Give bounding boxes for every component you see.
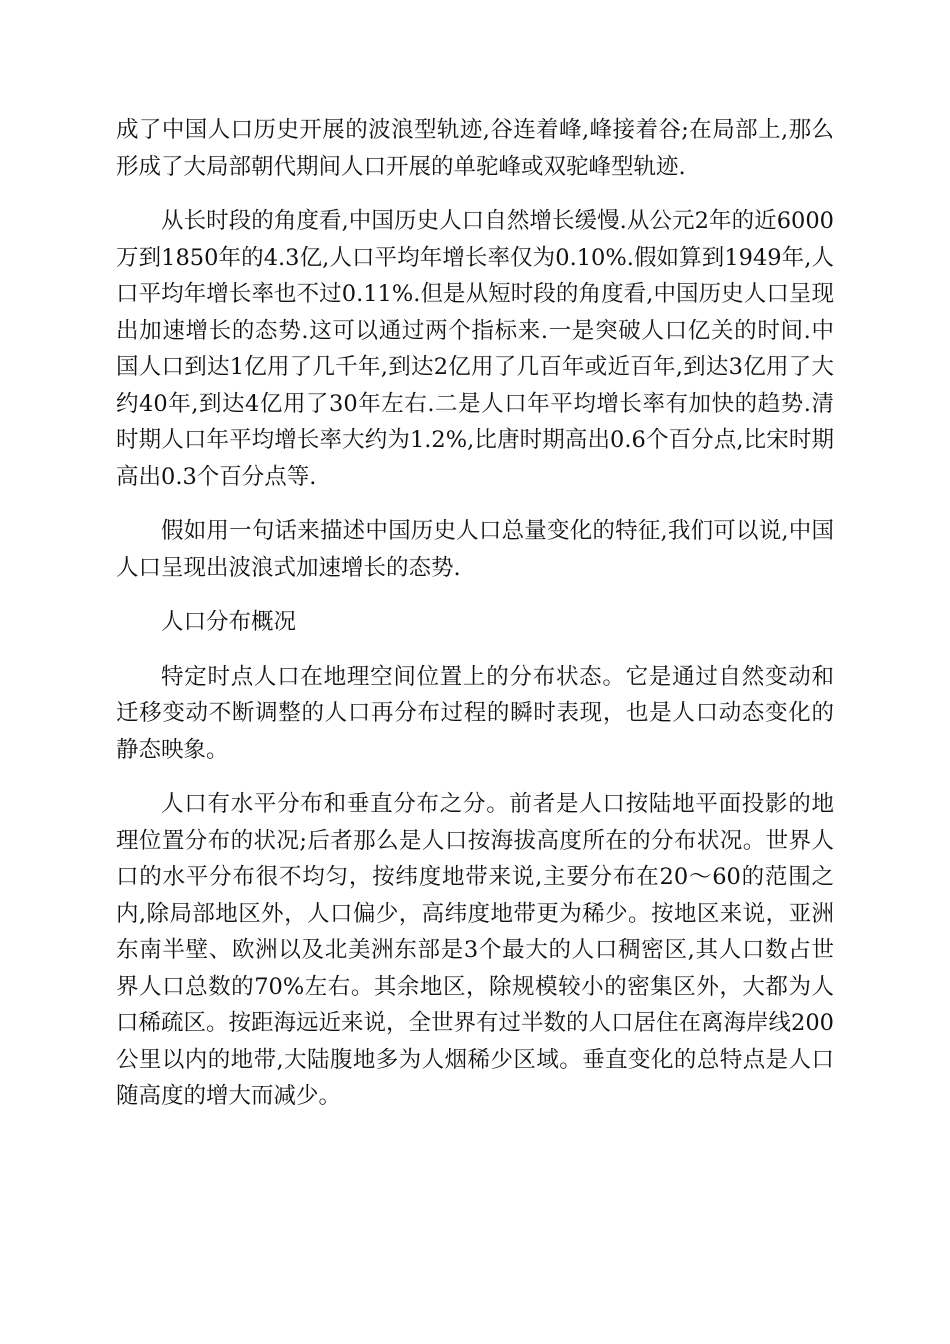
paragraph-wave-trajectory: 成了中国人口历史开展的波浪型轨迹,谷连着峰,峰接着谷;在局部上,那么形成了大局部朝代期间人口开展的单驼峰或双驼峰型轨迹. xyxy=(116,117,834,180)
paragraph-summary: 假如用一句话来描述中国历史人口总量变化的特征,我们可以说,中国人口呈现出波浪式加速增长的态势. xyxy=(116,518,834,581)
document-page xyxy=(116,112,834,1133)
section-heading-population-distribution: 人口分布概况 xyxy=(161,609,297,635)
paragraph-long-term-growth: 从长时段的角度看,中国历史人口自然增长缓慢.从公元2年的近6000万到1850年的4.3亿,人口平均年增长率仅为0.10%.假如算到1949年,人口平均年增长率也不过0.11%.但是从短时段的角度看,中国历史人口呈现出加速增长的态势.这可以通过两个指标来.一是突破人口亿关的时间.中国人口到达1亿用了几千年,到达2亿用了几百年或近百年,到达3亿用了大约40年,到达4亿用了30年左右.二是人口年平均增长率有加快的趋势.清时期人口年平均增长率大约为1.2%,比唐时期高出0.6个百分点,比宋时期高出0.3个百分点等. xyxy=(116,208,834,490)
paragraph-distribution-definition: 特定时点人口在地理空间位置上的分布状态。它是通过自然变动和迁移变动不断调整的人口再分布过程的瞬时表现，也是人口动态变化的静态映象。 xyxy=(116,663,834,763)
paragraph-horizontal-vertical-distribution: 人口有水平分布和垂直分布之分。前者是人口按陆地平面投影的地理位置分布的状况;后者那么是人口按海拔高度所在的分布状况。世界人口的水平分布很不均匀，按纬度地带来说,主要分布在20～60的范围之内,除局部地区外，人口偏少，高纬度地带更为稀少。按地区来说，亚洲东南半壁、欧洲以及北美洲东部是3个最大的人口稠密区,其人口数占世界人口总数的70%左右。其余地区，除规模较小的密集区外，大都为人口稀疏区。按距海远近来说，全世界有过半数的人口居住在离海岸线200公里以内的地带,大陆腹地多为人烟稀少区域。垂直变化的总特点是人口随高度的增大而减少。 xyxy=(116,791,834,1109)
